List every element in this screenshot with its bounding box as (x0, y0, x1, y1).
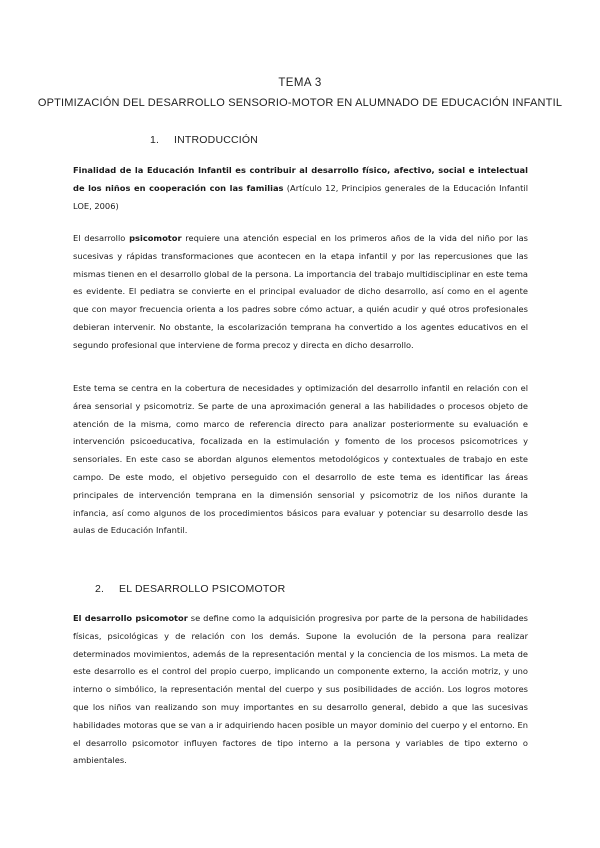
document-subtitle: OPTIMIZACIÓN DEL DESARROLLO SENSORIO-MOTOR EN ALUMNADO DE EDUCACIÓN INFANTIL (37, 97, 563, 109)
paragraph-text-start: El desarrollo (73, 233, 130, 243)
section-title: EL DESARROLLO PSICOMOTOR (119, 583, 286, 595)
paragraph-text: Este tema se centra en la cobertura de necesidades y optimización del desarrollo infantil en relación con el área sensorial y psicomotriz. Se parte de una aproximación general a las habilidades o procesos objeto de atención de la misma, como marco de referencia directo para analizar posteriormente su evaluación e intervención psicoeducativa, focalizada en la estimulación y fomento de los procesos psicomotrices y sensoriales. En este caso se abordan algunos elementos metodológicos y contextuales de trabajo en este campo. De este modo, el objetivo perseguido con el desarrollo de este tema es identificar las áreas principales de intervención temprana en la dimensión sensorial y psicomotriz de los niños durante la infancia, así como algunos de los procedimientos básicos para evaluar y potenciar su desarrollo desde las aulas de Educación Infantil. (73, 383, 528, 536)
section-title: INTRODUCCIÓN (174, 134, 259, 146)
section-heading-desarrollo-psicomotor (95, 583, 285, 595)
paragraph-bold-text: Finalidad de la Educación Infantil es contribuir al desarrollo físico, afectivo, social e intelectual de los niños en cooperación con las familias (73, 165, 528, 193)
document-title: TEMA 3 (278, 77, 322, 89)
paragraph-text: (Artículo 12, Principios generales de la Educación Infantil LOE, 2006) (73, 182, 528, 211)
section-number: 1. (150, 134, 160, 146)
section-number: 2. (95, 583, 105, 595)
paragraph-desarrollo-psicomotor-intro (73, 230, 528, 355)
paragraph-tema-centra (73, 380, 528, 540)
paragraph-finalidad (73, 162, 528, 215)
paragraph-bold-text: psicomotor (129, 233, 182, 243)
paragraph-text: requiere una atención especial en los primeros años de la vida del niño por las sucesivas y rápidas transformaciones que acontecen en la etapa infantil y por las repercusiones que las mismas tienen en el desarrollo global de la persona. La importancia del trabajo multidisciplinar en este tema es evidente. El pediatra se convierte en el principal evaluador de dicho desarrollo, así como en el agente que con mayor frecuencia orienta a los padres sobre cómo actuar, a quién acudir y qué otros profesionales debieran intervenir. No obstante, la escolarización temprana ha convertido a los agentes educativos en el segundo profesional que interviene de forma precoz y directa en dicho desarrollo. (73, 233, 528, 350)
paragraph-text: se define como la adquisición progresiva por parte de la persona de habilidades físicas, psicológicas y de relación con los demás. Supone la evolución de la persona para realizar determinados movimientos, además de la representación mental y la conciencia de los mismos. La meta de este desarrollo es el control del propio cuerpo, implicando un componente externo, la acción motriz, y uno interno o simbólico, la representación mental del cuerpo y sus posibilidades de acción. Los logros motores que los niños van realizando son muy importantes en su desarrollo general, debido a que las sucesivas habilidades motoras que se van a ir adquiriendo hacen posible un mayor dominio del cuerpo y el entorno. En el desarrollo psicomotor influyen factores de tipo interno a la persona y variables de tipo externo o ambientales. (73, 613, 528, 766)
paragraph-definicion (73, 610, 528, 770)
section-heading-introduccion (150, 134, 258, 146)
paragraph-bold-text: El desarrollo psicomotor (73, 613, 188, 623)
